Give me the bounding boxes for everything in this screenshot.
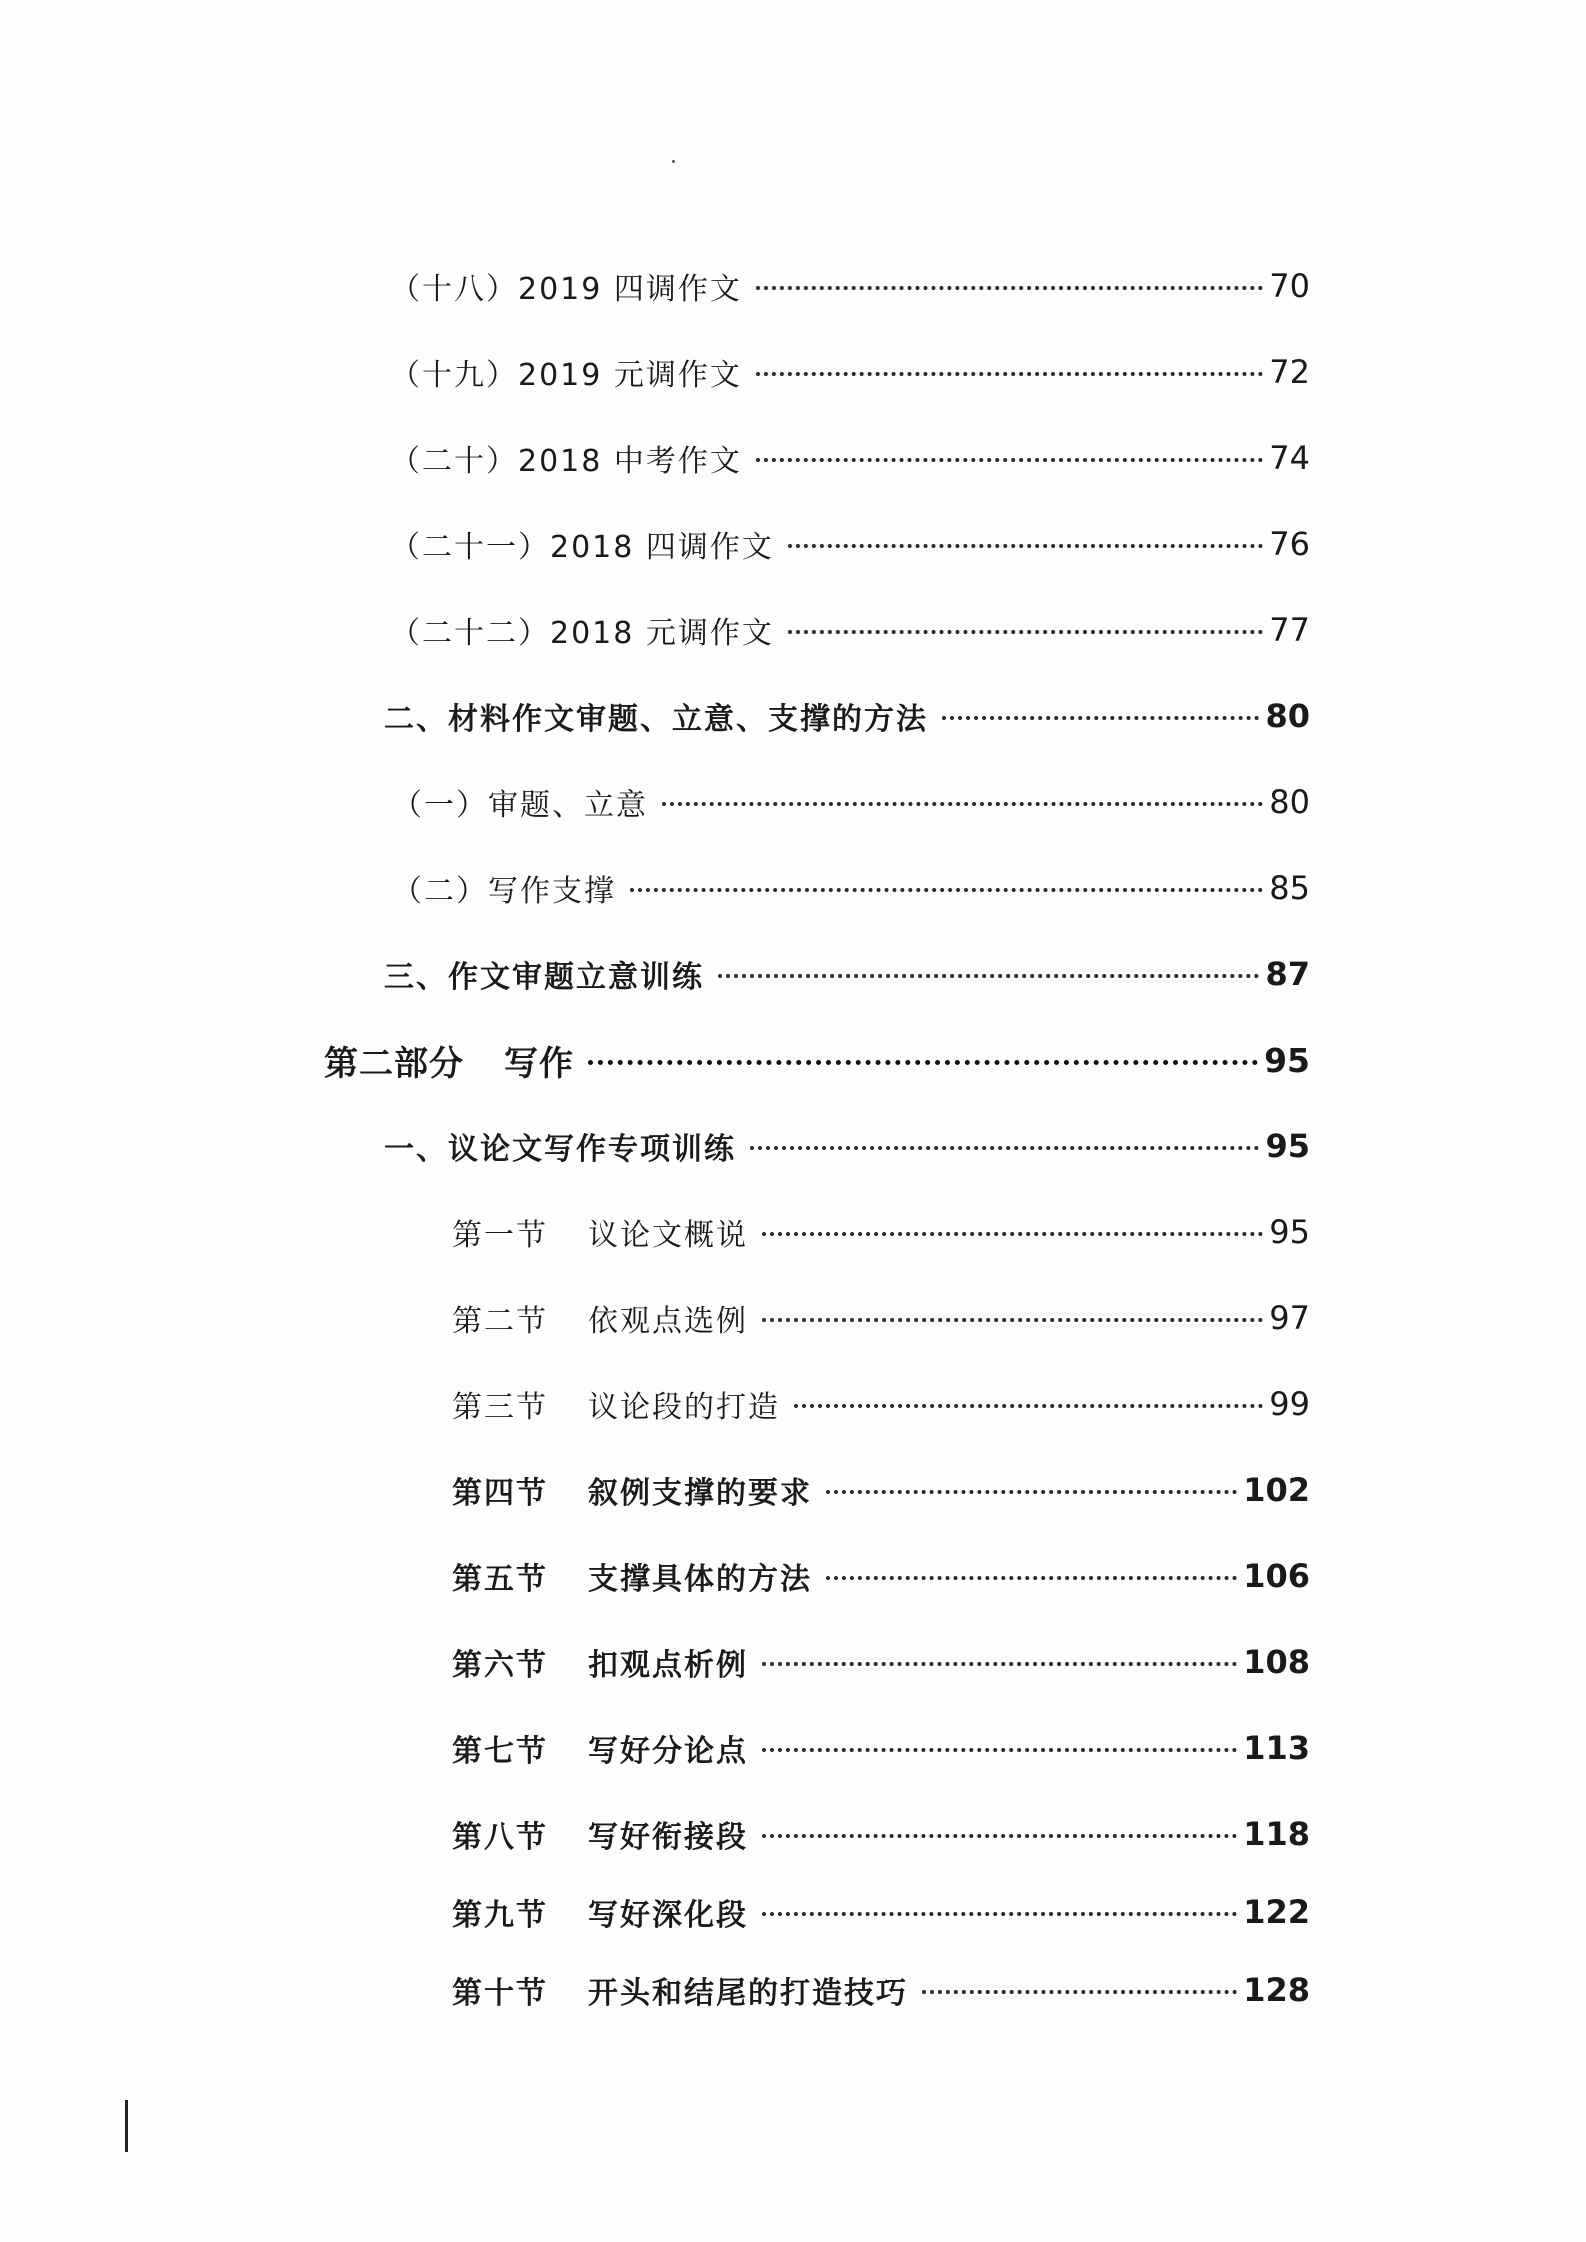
toc-entry-page: 74 <box>1269 439 1310 477</box>
dot-leader <box>762 1232 1263 1236</box>
toc-entry-title: （十九）2019 元调作文 <box>390 358 742 393</box>
toc-chapter-number: 第五节 <box>452 1562 548 1597</box>
dot-leader <box>788 630 1263 634</box>
toc-chapter-name: 叙例支撑的要求 <box>588 1476 812 1511</box>
toc-part-entry[interactable] <box>324 1038 1310 1082</box>
dot-leader <box>922 1990 1237 1994</box>
toc-part-number: 第二部分 <box>324 1043 464 1084</box>
toc-chapter-number: 第八节 <box>452 1820 548 1855</box>
toc-entry[interactable] <box>452 1382 1310 1426</box>
toc-entry-title: （二十）2018 中考作文 <box>390 444 742 479</box>
toc-entry[interactable] <box>452 1468 1310 1512</box>
toc-entry-page: 72 <box>1269 353 1310 391</box>
toc-chapter-number: 第七节 <box>452 1734 548 1769</box>
toc-chapter-name: 支撑具体的方法 <box>588 1562 812 1597</box>
toc-entry-page: 102 <box>1243 1471 1310 1509</box>
toc-entry-title: （十八）2019 四调作文 <box>390 272 742 307</box>
dot-leader <box>756 458 1263 462</box>
toc-entry[interactable] <box>452 1296 1310 1340</box>
toc-entry-page: 108 <box>1243 1643 1310 1681</box>
toc-entry-title <box>452 1812 748 1856</box>
toc-entry-title <box>452 1640 748 1684</box>
toc-chapter-name: 写好深化段 <box>588 1898 748 1933</box>
toc-chapter-number: 第十节 <box>452 1976 548 2011</box>
toc-chapter-number: 第六节 <box>452 1648 548 1683</box>
toc-entry-title: （二）写作支撑 <box>392 874 616 909</box>
toc-entry-page: 95 <box>1269 1213 1310 1251</box>
toc-chapter-name: 议论段的打造 <box>588 1390 780 1425</box>
toc-entry-title <box>452 1968 908 2012</box>
dot-leader <box>750 1146 1259 1150</box>
dot-leader <box>718 974 1259 978</box>
toc-entry-page: 87 <box>1265 955 1310 993</box>
toc-entry-title: （一）审题、立意 <box>392 788 648 823</box>
toc-entry-title <box>452 1382 780 1426</box>
toc-entry-page: 97 <box>1269 1299 1310 1337</box>
dot-leader <box>826 1576 1237 1580</box>
dot-leader <box>756 286 1263 290</box>
dot-leader <box>762 1912 1237 1916</box>
toc-entry-title <box>452 1726 748 1770</box>
toc-chapter-number: 第四节 <box>452 1476 548 1511</box>
toc-entry-page: 80 <box>1265 697 1310 735</box>
dot-leader <box>756 372 1263 376</box>
toc-chapter-name: 写好衔接段 <box>588 1820 748 1855</box>
toc-entry-page: 128 <box>1243 1971 1310 2009</box>
toc-entry-title <box>452 1468 812 1512</box>
toc-chapter-number: 第三节 <box>452 1390 548 1425</box>
toc-entry[interactable] <box>392 866 1310 910</box>
dot-leader <box>942 716 1259 720</box>
dot-leader <box>662 802 1263 806</box>
toc-entry[interactable] <box>452 1640 1310 1684</box>
toc-entry-title <box>452 1296 748 1340</box>
dot-leader <box>826 1490 1237 1494</box>
dot-leader <box>762 1662 1237 1666</box>
dot-leader <box>630 888 1263 892</box>
toc-entry[interactable] <box>390 436 1310 480</box>
toc-entry-title <box>452 1890 748 1934</box>
toc-entry-title: （二十二）2018 元调作文 <box>390 616 774 651</box>
dot-leader <box>794 1404 1263 1408</box>
toc-entry-title: （二十一）2018 四调作文 <box>390 530 774 565</box>
dot-leader <box>788 544 1263 548</box>
toc-entry[interactable] <box>452 1554 1310 1598</box>
toc-entry[interactable] <box>452 1812 1310 1856</box>
toc-entry-title <box>452 1210 748 1254</box>
toc-entry-title: 三、作文审题立意训练 <box>384 960 704 995</box>
toc-entry-page: 113 <box>1243 1729 1310 1767</box>
toc-chapter-name: 开头和结尾的打造技巧 <box>588 1976 908 2011</box>
toc-entry-title: 一、议论文写作专项训练 <box>384 1132 736 1167</box>
toc-section-entry[interactable] <box>384 1124 1310 1168</box>
toc-part-title <box>324 1036 574 1085</box>
toc-entry[interactable] <box>452 1726 1310 1770</box>
toc-entry-page: 70 <box>1269 267 1310 305</box>
toc-section-entry[interactable] <box>384 694 1310 738</box>
toc-entry-title <box>452 1554 812 1598</box>
toc-entry-page: 95 <box>1265 1127 1310 1165</box>
toc-chapter-name: 议论文概说 <box>588 1218 748 1253</box>
toc-section-entry[interactable] <box>384 952 1310 996</box>
toc-entry[interactable] <box>452 1210 1310 1254</box>
toc-entry-page: 118 <box>1243 1815 1310 1853</box>
toc-entry[interactable] <box>390 608 1310 652</box>
toc-entry[interactable] <box>390 522 1310 566</box>
toc-part-name: 写作 <box>504 1043 574 1084</box>
toc-entry-page: 76 <box>1269 525 1310 563</box>
toc-entry-page: 80 <box>1269 783 1310 821</box>
dot-leader <box>762 1834 1237 1838</box>
toc-chapter-number: 第二节 <box>452 1304 548 1339</box>
toc-entry[interactable] <box>452 1968 1310 2012</box>
toc-chapter-name: 扣观点析例 <box>588 1648 748 1683</box>
dot-leader <box>762 1748 1237 1752</box>
toc-entry-page: 122 <box>1243 1893 1310 1931</box>
toc-entry[interactable] <box>392 780 1310 824</box>
toc-chapter-name: 依观点选例 <box>588 1304 748 1339</box>
dot-leader <box>762 1318 1263 1322</box>
toc-entry-page: 85 <box>1269 869 1310 907</box>
toc-entry-page: 95 <box>1264 1040 1310 1080</box>
toc-chapter-number: 第一节 <box>452 1218 548 1253</box>
toc-entry[interactable] <box>452 1890 1310 1934</box>
dot-leader <box>588 1060 1258 1065</box>
toc-entry-page: 106 <box>1243 1557 1310 1595</box>
toc-entry[interactable] <box>390 350 1310 394</box>
toc-entry[interactable] <box>390 264 1310 308</box>
toc-chapter-name: 写好分论点 <box>588 1734 748 1769</box>
toc-entry-page: 99 <box>1269 1385 1310 1423</box>
toc-entry-title: 二、材料作文审题、立意、支撑的方法 <box>384 702 928 737</box>
toc-entry-page: 77 <box>1269 611 1310 649</box>
toc-chapter-number: 第九节 <box>452 1898 548 1933</box>
